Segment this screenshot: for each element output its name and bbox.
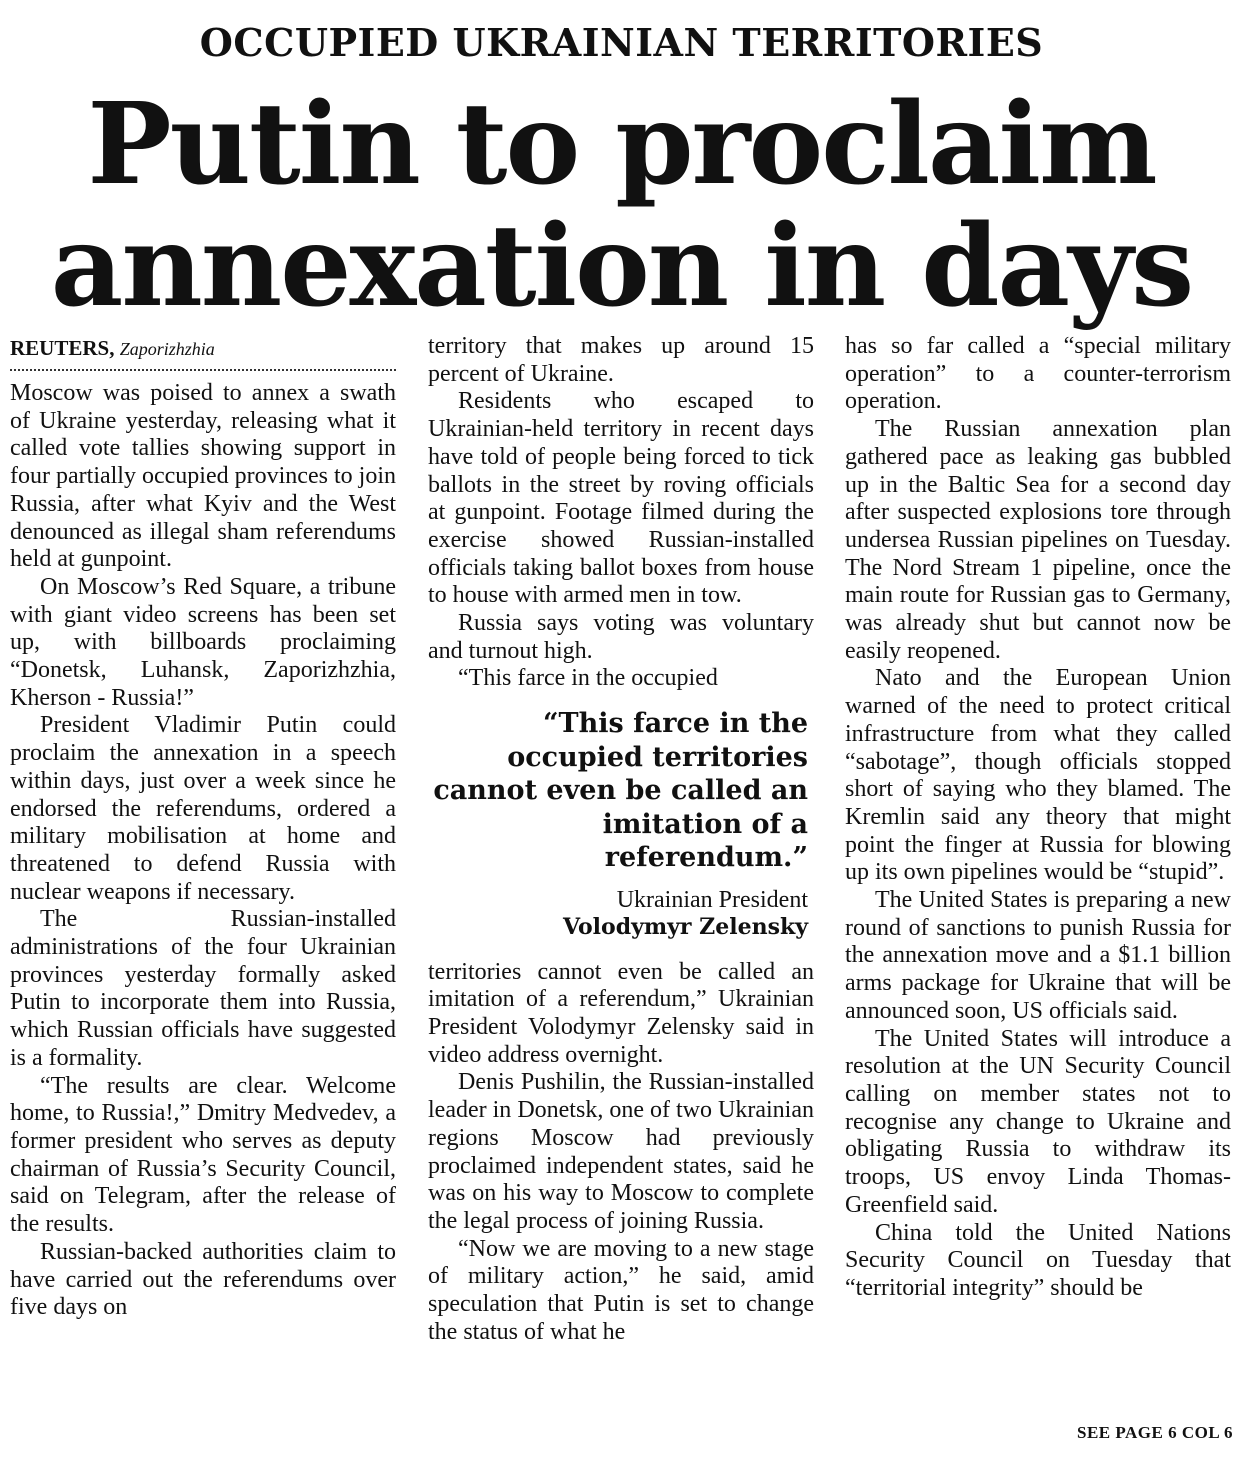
pull-quote-name: Volodymyr Zelensky xyxy=(562,913,808,940)
paragraph: Russia says voting was voluntary and turnout high. xyxy=(428,610,814,664)
paragraph: Nato and the European Union warned of the need to protect critical infrastructure from what they called “sabotage”, though officials stopped short of saying who they blamed. The Kremlin said any theory that might point the finger at Russia for blowing up its own pipelines would be “stupid”. xyxy=(845,665,1231,886)
pull-quote: “This farce in the occupied territories cannot even be called an imitation of a referendum.” xyxy=(433,708,808,874)
paragraph: On Moscow’s Red Square, a tribune with giant video screens has been set up, with billboards proclaiming “Donetsk, Luhansk, Zaporizhzhia, Kherson - Russia!” xyxy=(10,573,396,711)
paragraph: territories cannot even be called an imitation of a referendum,” Ukrainian President Volodymyr Zelensky said in video address overnight. xyxy=(428,958,814,1068)
byline-place: Zaporizhzhia xyxy=(119,339,215,359)
article-column-1 xyxy=(10,333,396,1322)
spacer xyxy=(428,941,814,959)
paragraph: Residents who escaped to Ukrainian-held territory in recent days have told of people being forced to tick ballots in the street by roving officials at gunpoint. Footage filmed during the exercise showed Russian-installed officials taking ballot boxes from house to house with armed men in tow. xyxy=(428,388,814,609)
paragraph: Denis Pushilin, the Russian-installed leader in Donetsk, one of two Ukrainian regions Moscow had previously proclaimed independent states, said he was on his way to Moscow to complete the legal process of joining Russia. xyxy=(428,1069,814,1234)
paragraph: territory that makes up around 15 percent of Ukraine. xyxy=(428,333,814,387)
paragraph: China told the United Nations Security Council on Tuesday that “territorial integrity” should be xyxy=(845,1219,1231,1301)
paragraph: Russian-backed authorities claim to have carried out the referendums over five days on xyxy=(10,1238,396,1321)
paragraph: “This farce in the occupied xyxy=(458,665,718,692)
article-column-3 xyxy=(845,333,1231,1303)
paragraph: Moscow was poised to annex a swath of Ukraine yesterday, releasing what it called vote tallies showing support in four partially occupied provinces to join Russia, after what Kyiv and the West denounced as illegal sham referendums held at gunpoint. xyxy=(10,380,396,573)
paragraph: has so far called a “special military operation” to a counter-terrorism operation. xyxy=(845,333,1231,415)
continued-jump-line: SEE PAGE 6 COL 6 xyxy=(1077,1423,1233,1442)
paragraph: The United States will introduce a resolution at the UN Security Council calling on member states not to recognise any change to Ukraine and obligating Russia to withdraw its troops, US envoy Linda Thomas-Greenfield said. xyxy=(845,1025,1231,1218)
byline xyxy=(10,333,396,365)
article-column-2 xyxy=(428,333,814,1346)
paragraph: “Now we are moving to a new stage of military action,” he said, amid speculation that Putin is set to change the status of what he xyxy=(428,1235,814,1345)
headline xyxy=(0,79,1243,332)
pull-quote-attribution xyxy=(428,887,814,941)
paragraph: The United States is preparing a new round of sanctions to punish Russia for the annexation move and a $1.1 billion arms package for Ukraine that will be announced soon, US officials said. xyxy=(845,887,1231,1024)
headline-line-1: Putin to proclaim xyxy=(87,79,1156,210)
section-kicker: OCCUPIED UKRAINIAN TERRITORIES xyxy=(199,20,1044,65)
pull-quote-title: Ukrainian President xyxy=(616,886,808,913)
paragraph: President Vladimir Putin could proclaim the annexation in a speech within days, just over a week since he endorsed the referendums, ordered a military mobilisation at home and threatened to defend Russia with nuclear weapons if necessary. xyxy=(10,712,396,905)
byline-agency: REUTERS, xyxy=(10,336,115,360)
headline-line-2: annexation in days xyxy=(50,201,1193,332)
byline-divider xyxy=(10,369,396,371)
paragraph: The Russian-installed administrations of the four Ukrainian provinces yesterday formally asked Putin to incorporate them into Russia, which Russian officials have suggested is a formality. xyxy=(10,906,396,1071)
paragraph: The Russian annexation plan gathered pace as leaking gas bubbled up in the Baltic Sea for a second day after suspected explosions tore through undersea Russian pipelines on Tuesday. The Nord Stream 1 pipeline, once the main route for Russian gas to Germany, was already shut but cannot now be easily reopened. xyxy=(845,416,1231,664)
paragraph: “The results are clear. Welcome home, to Russia!,” Dmitry Medvedev, a former president who serves as deputy chairman of Russia’s Security Council, said on Telegram, after the release of the results. xyxy=(10,1072,396,1238)
